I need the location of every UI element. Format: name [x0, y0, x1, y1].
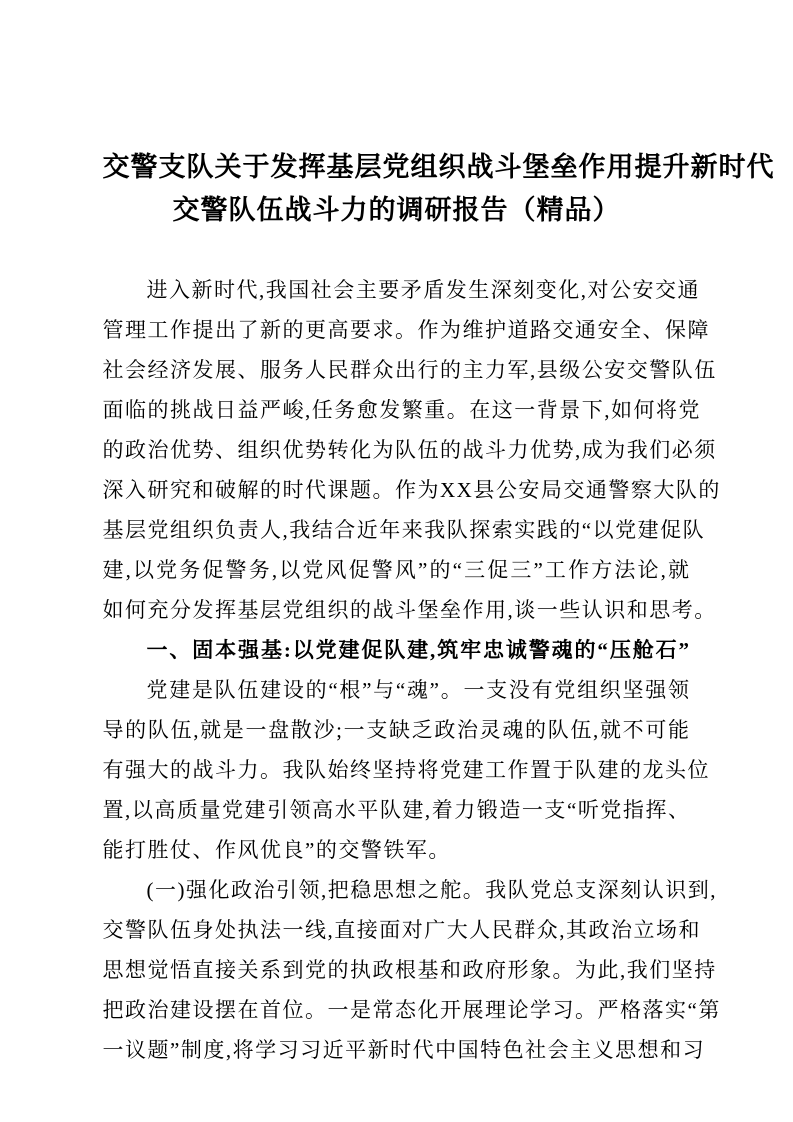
- text-line: 党建是队伍建设的“根”与“魂”。一支没有党组织坚强领: [146, 678, 691, 702]
- document-content: [102, 0, 775, 1070]
- text-line: (一)强化政治引领,把稳思想之舵。我队党总支深刻认识到,: [146, 878, 717, 902]
- text-line: 把政治建设摆在首位。一是常态化开展理论学习。严格落实“第: [102, 998, 721, 1022]
- document-title-line-2: 交警队伍战斗力的调研报告（精品）: [172, 195, 621, 225]
- text-line: 如何充分发挥基层党组织的战斗堡垒作用,谈一些认识和思考。: [102, 598, 717, 622]
- paragraph: [102, 270, 721, 630]
- text-line: 面临的挑战日益严峻,任务愈发繁重。在这一背景下,如何将党: [102, 398, 701, 422]
- text-line: 一议题”制度,将学习习近平新时代中国特色社会主义思想和习: [102, 1038, 706, 1062]
- text-line: 深入研究和破解的时代课题。作为XX县公安局交通警察大队的: [102, 478, 721, 502]
- section-heading: [103, 630, 691, 670]
- document-title-line-1: 交警支队关于发挥基层党组织战斗堡垒作用提升新时代: [102, 152, 775, 182]
- text-line: 建,以党务促警务,以党风促警风”的“三促三”工作方法论,就: [102, 558, 691, 582]
- text-line: 社会经济发展、服务人民群众出行的主力军,县级公安交警队伍: [102, 358, 717, 382]
- text-line: 一、固本强基:以党建促队建,筑牢忠诚警魂的“压舱石”: [146, 638, 691, 662]
- text-line: 基层党组织负责人,我结合近年来我队探索实践的“以党建促队: [102, 518, 706, 542]
- text-line: 导的队伍,就是一盘散沙;一支缺乏政治灵魂的队伍,就不可能: [102, 718, 691, 742]
- text-line: 思想觉悟直接关系到党的执政根基和政府形象。为此,我们坚持: [102, 958, 717, 982]
- paragraph: [102, 870, 721, 1070]
- text-line: 管理工作提出了新的更高要求。作为维护道路交通安全、保障: [102, 318, 710, 342]
- paragraph: [102, 670, 710, 870]
- text-line: 有强大的战斗力。我队始终坚持将党建工作置于队建的龙头位: [102, 758, 710, 782]
- text-line: 进入新时代,我国社会主要矛盾发生深刻变化,对公安交通: [146, 278, 700, 302]
- text-line: 能打胜仗、作风优良”的交警铁军。: [102, 838, 451, 862]
- text-line: 的政治优势、组织优势转化为队伍的战斗力优势,成为我们必须: [102, 438, 717, 462]
- document-body: [102, 270, 721, 1070]
- text-line: 置,以高质量党建引领高水平队建,着力锻造一支“听党指挥、: [102, 798, 691, 822]
- document-title: [102, 0, 775, 232]
- text-line: 交警队伍身处执法一线,直接面对广大人民群众,其政治立场和: [102, 918, 701, 942]
